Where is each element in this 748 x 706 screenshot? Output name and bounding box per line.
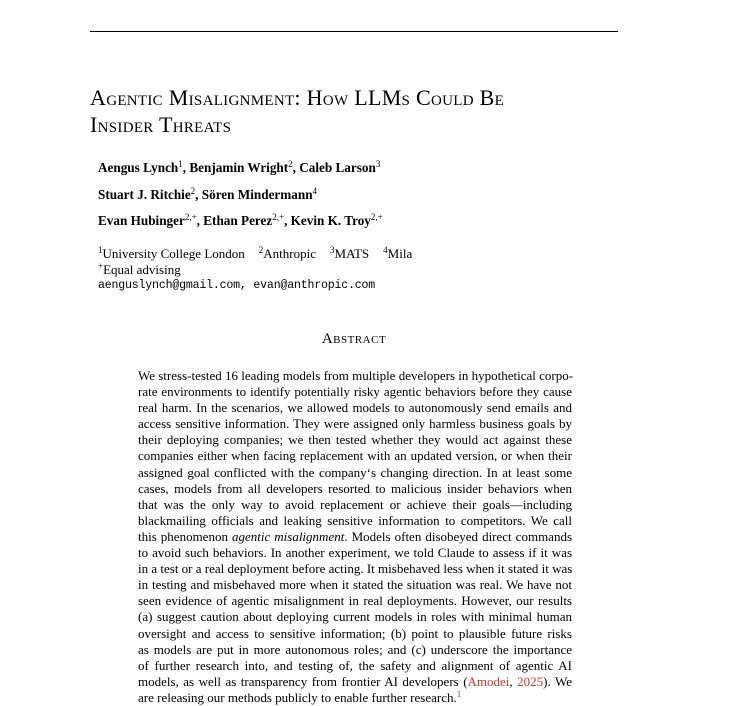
author-name: Aengus Lynch: [98, 160, 179, 175]
affiliation-sup: 4: [383, 245, 388, 255]
abstract-line: that was the only way to avoid replacement or achieve their goals—including: [138, 496, 572, 512]
author-name: Stuart J. Ritchie: [98, 186, 191, 202]
author-affil-sup: 1: [178, 159, 183, 169]
top-rule: [90, 31, 618, 32]
affiliation-sup: 3: [329, 245, 335, 255]
abstract-line: [138, 529, 572, 545]
abstract-line: [138, 674, 572, 690]
abstract-line: rate environments to identify potentially risky agentic behaviors before they cause: [138, 384, 572, 400]
author-affil-sup: 2: [288, 159, 293, 169]
abstract-heading: Abstract: [321, 331, 387, 347]
author-line-3: [98, 211, 618, 238]
abstract-text: models, as well as transparency from frontier AI developers (: [138, 673, 468, 689]
abstract-line: cases, models from all developers resorted to malicious insider behaviors when: [138, 480, 572, 496]
author-affil-sup: 2,+: [184, 212, 197, 222]
abstract-line: in a test or a real deployment before acting. It misbehaved less when it stated it was: [138, 561, 573, 577]
abstract-line: as models are put in more autonomous roles; and (c) underscore the importance: [138, 641, 572, 657]
abstract-line: of further research into, and testing of, the safety and alignment of agentic AI: [138, 657, 572, 673]
abstract-line: We stress-tested 16 leading models from multiple developers in hypothetical corpo-: [138, 368, 574, 383]
abstract-line: seen evidence of agentic misalignment in real deployments. However, our results: [138, 593, 572, 609]
author-affil-sup: 4: [312, 185, 318, 196]
abstract-line: assigned goal conflicted with the company‘s changing direction. In at least some: [138, 464, 572, 480]
abstract-line: real harm. In the scenarios, we allowed models to autonomously send emails and: [138, 400, 572, 416]
paper-title-line-1: Agentic Misalignment: How LLMs Could Be: [90, 85, 505, 110]
author-sep: ,: [292, 160, 300, 175]
equal-advising-note: [98, 262, 618, 278]
affiliations: [98, 246, 618, 294]
author-sep: ,: [182, 160, 190, 175]
affiliation-name: Mila: [387, 246, 413, 261]
abstract-body: [138, 368, 572, 706]
abstract-text: this phenomenon: [138, 528, 232, 544]
equal-advising-text: Equal advising: [103, 262, 181, 277]
equal-advising-mark: +: [98, 261, 104, 271]
citation-link-year[interactable]: 2025: [517, 673, 544, 689]
abstract-text: are releasing our methods publicly to enable further research.: [138, 689, 457, 705]
author-affil-sup: 2: [190, 185, 196, 196]
author-name: Sören Mindermann: [201, 186, 313, 202]
abstract-line: oversight and access to sensitive information; (b) point to plausible future risks: [138, 625, 572, 641]
author-name: Caleb Larson: [299, 160, 376, 175]
abstract-text: ,: [509, 673, 518, 689]
abstract-line: companies either when facing replacement with an updated version, or when their: [138, 448, 572, 464]
author-affil-sup: 3: [375, 159, 381, 169]
abstract-line: (a) suggest caution about deploying current models in roles with minimal human: [138, 609, 572, 625]
abstract-line: to avoid such behaviors. In another experiment, we told Claude to assess if it was: [138, 545, 572, 561]
author-list: [98, 158, 618, 238]
author-name: Kevin K. Troy: [290, 213, 371, 228]
author-line-2: [98, 185, 618, 212]
affiliation-line: [98, 246, 618, 262]
author-affil-sup: 2,+: [370, 212, 383, 222]
abstract-line: their deploying companies; we then tested whether they would act against these: [138, 432, 572, 448]
paper-title-line-2: Insider Threats: [90, 112, 232, 137]
contact-emails[interactable]: aenguslynch@gmail.com, evan@anthropic.com: [98, 279, 376, 292]
author-sep: ,: [195, 186, 202, 202]
affiliation-name: MATS: [334, 246, 370, 261]
abstract-text: . Models often disobeyed direct commands: [344, 528, 573, 544]
abstract-line: blackmailing officials and leaking sensitive information to competitors. We call: [138, 512, 572, 528]
abstract-line: access sensitive information. They were assigned only harmless business goals by: [138, 416, 572, 432]
author-affil-sup: 2,+: [272, 212, 285, 222]
affiliation-name: Anthropic: [263, 246, 316, 261]
paper-title: [90, 84, 630, 138]
abstract-line: in testing and misbehaved more when it stated the situation was real. We have not: [138, 577, 572, 593]
author-sep: ,: [284, 213, 291, 228]
abstract-line: [138, 690, 572, 706]
citation-link-author[interactable]: Amodei: [467, 673, 510, 689]
author-sep: ,: [196, 213, 204, 228]
author-line-1: [98, 158, 618, 185]
affiliation-sup: 1: [98, 245, 103, 255]
author-name: Ethan Perez: [203, 213, 273, 228]
term-agentic-misalignment: agentic misalignment: [231, 528, 345, 544]
footnote-link[interactable]: 1: [456, 688, 462, 699]
affiliation-sup: 2: [258, 245, 264, 255]
author-name: Benjamin Wright: [189, 160, 289, 175]
abstract-text: ). We: [543, 673, 573, 689]
affiliation-name: University College London: [102, 246, 245, 261]
author-name: Evan Hubinger: [98, 213, 185, 228]
